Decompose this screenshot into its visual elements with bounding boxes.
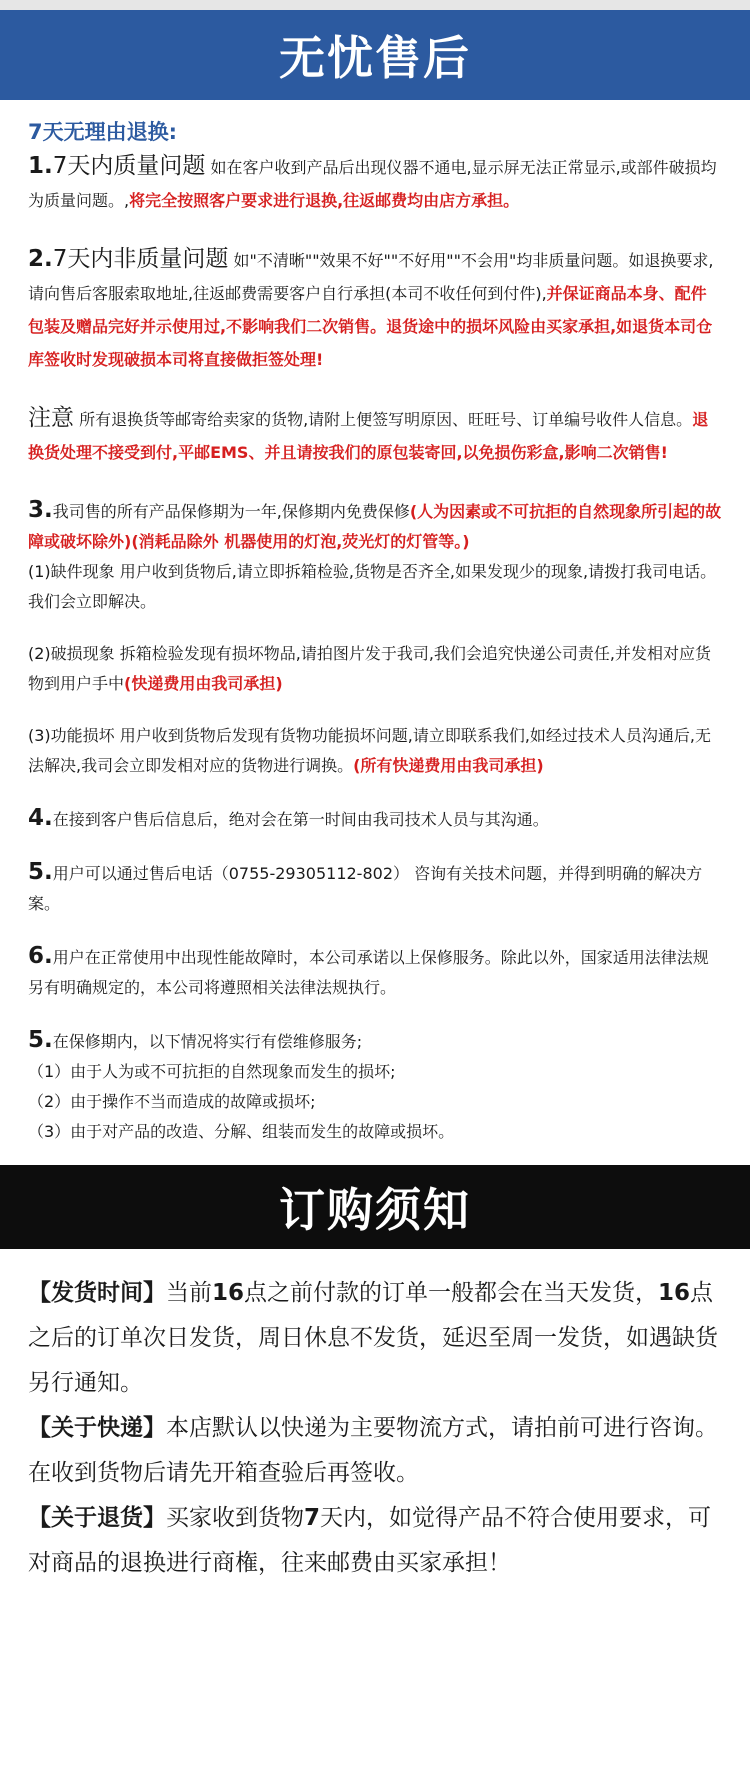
policy-item-hotline [28,857,722,919]
item-number: 3. [28,497,53,523]
order-label: 【关于快递】 [28,1415,166,1441]
order-text: 本店默认以快递为主要物流方式，请拍前可进行咨询。在收到货物后请先开箱查验后再签收。 [28,1415,718,1486]
warranty-sub-damage [28,639,722,699]
note-title: 注意 [28,405,74,431]
order-text: 点之后的订单次日发货，周日休息不发货，延迟至周一发货，如遇缺货另行通知。 [28,1280,718,1396]
sub-text: (2)破损现象 拆箱检验发现有损坏物品,请拍图片发于我司,我们会追究快递公司责任,并发相对应货物到用户手中 [28,644,712,693]
order-text: 买家收到货物 [166,1505,304,1531]
sub-highlight: (所有快递费用由我司承担) [353,756,544,775]
item-highlight: (人为因素或不可抗拒的自然现象所引起的故障或破坏除外)(消耗品除外 机器使用的灯泡,荧光灯的灯管等。) [28,502,722,551]
paid-repair-case: （1）由于人为或不可抗拒的自然现象而发生的损坏; [28,1062,396,1081]
after-sales-section [0,100,750,1147]
item-text: 我司售的所有产品保修期为一年,保修期内免费保修 [52,502,410,521]
item-number: 1. [28,153,53,179]
item-number: 5. [28,859,53,885]
top-strip [0,0,750,10]
order-text: 天内，如觉得产品不符合使用要求，可对商品的退换进行商権，往来邮费由买家承担！ [28,1505,712,1576]
item-number: 2. [28,246,53,272]
warranty-sub-missing: (1)缺件现象 用户收到货物后,请立即拆箱检验,货物是否齐全,如果发现少的现象,请拨打我司电话。我们会立即解决。 [28,562,717,611]
order-text: 点之前付款的订单一般都会在当天发货， [244,1280,659,1306]
order-label: 【发货时间】 [28,1280,166,1306]
banner-order-notice: 订购须知 [0,1165,750,1249]
policy-note [28,402,722,469]
item-number: 4. [28,805,53,831]
paid-repair-case: （2）由于操作不当而造成的故障或损坏; [28,1092,316,1111]
order-bold: 16 [658,1280,691,1306]
order-bold: 7 [304,1505,321,1531]
policy-item-contact [28,803,722,835]
policy-item-service [28,941,722,1003]
item-text: 用户在正常使用中出现性能故障时，本公司承诺以上保修服务。除此以外，国家适用法律法规另有明确规定的，本公司将遵照相关法律法规执行。 [28,948,709,997]
order-text: 当前 [166,1280,212,1306]
item-text: 在接到客户售后信息后，绝对会在第一时间由我司技术人员与其沟通。 [52,810,549,829]
item-number: 6. [28,943,53,969]
item-text: 如"不清晰""效果不好""不好用""不会用"均非质量问题。如退换要求,请向售后客服索取地址,往返邮费需要客户自行承担(本司不收任何到付件), [28,251,714,303]
item-number: 5. [28,1027,53,1053]
paid-repair-case: （3）由于对产品的改造、分解、组装而发生的故障或损坏。 [28,1122,455,1141]
item-title: 7天内非质量问题 [52,246,229,272]
note-highlight: 退换货处理不接受到付,平邮EMS、并且请按我们的原包装寄回,以免损伤彩盒,影响二次销售! [28,410,709,462]
policy-item-non-quality [28,243,722,376]
banner-after-sales: 无忧售后 [0,10,750,100]
order-shipping-time [28,1271,722,1406]
item-highlight: 将完全按照客户要求进行退换,往返邮费均由店方承担。 [129,191,520,210]
order-label: 【关于退货】 [28,1505,166,1531]
item-text: 用户可以通过售后电话（0755-29305112-802） 咨询有关技术问题，并得到明确的解决方案。 [28,864,703,913]
order-express [28,1406,722,1496]
policy-item-quality [28,150,722,217]
policy-item-paid-repair [28,1025,722,1057]
warranty-item [28,495,722,557]
order-notice-section [0,1249,750,1586]
item-title: 7天内质量问题 [52,153,206,179]
order-returns [28,1496,722,1586]
return-policy-subhead: 7天无理由退换: [28,120,178,144]
order-bold: 16 [212,1280,245,1306]
item-highlight: 并保证商品本身、配件包装及赠品完好并示使用过,不影响我们二次销售。退货途中的损坏风险由买家承担,如退货本司仓库签收时发现破损本司将直接做拒签处理! [28,284,713,369]
sub-highlight: (快递费用由我司承担) [124,674,283,693]
note-text: 所有退换货等邮寄给卖家的货物,请附上便签写明原因、旺旺号、订单编号收件人信息。 [74,410,693,429]
sub-text: (3)功能损坏 用户收到货物后发现有货物功能损坏问题,请立即联系我们,如经过技术人员沟通后,无法解决,我司会立即发相对应的货物进行调换。 [28,726,712,775]
warranty-sub-function [28,721,722,781]
item-text: 在保修期内，以下情况将实行有偿维修服务; [52,1032,363,1051]
item-text: 如在客户收到产品后出现仪器不通电,显示屏无法正常显示,或部件破损均为质量问题。, [28,158,717,210]
